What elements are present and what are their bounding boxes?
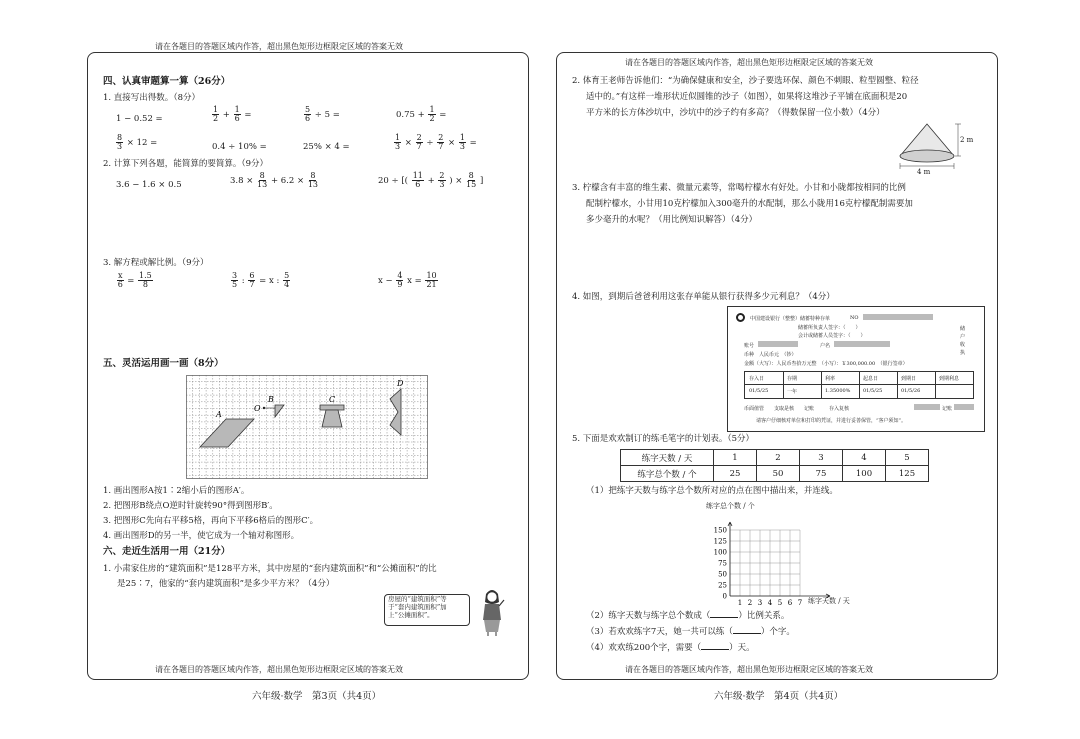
bank-logo-icon — [736, 313, 745, 322]
hint-line-3: 上“公摊面积”。 — [388, 610, 434, 619]
q1-expr-g: 25% × 4 = — [303, 142, 350, 152]
q2-expr-b: 3.8 × $\frac{8}{13}$ + 6.2 × $\frac{8}{13}$ — [230, 171, 318, 189]
x-tick-label: 4 — [767, 599, 773, 607]
section-5-title: 五、灵活运用画一画（8分） — [103, 358, 224, 369]
q3-title: 3. 解方程或解比例。（9分） — [103, 258, 209, 268]
p4-q2-line-1: 2. 体育王老师告诉他们：“为确保健康和安全，沙子要选环保、颜色不刺眼、粒型圆整、粒径 — [572, 76, 919, 86]
section-6-title: 六、走近生活用一用（21分） — [103, 546, 231, 557]
bank-foot-2: 请客户仔细核对单位和打印的凭证，并进行妥善保管，“客户须知”。 — [756, 418, 907, 424]
p4-q4: 4. 如图，到期后爸爸利用这张存单能从银行获得多少元利息？（4分） — [572, 292, 835, 302]
p4-q5-title: 5. 下面是欢欢制订的练毛笔字的计划表。（5分） — [572, 434, 754, 444]
y-tick-label: 0 — [722, 592, 727, 601]
bank-amount: 金额（大写）：人民币叁拾万元整 （小写）：￥300,000.00 （银行签章） — [744, 361, 908, 367]
q1-expr-b: $\frac{1}{2}$ + $\frac{1}{6}$ = — [213, 105, 252, 123]
x-tick-label: 5 — [777, 599, 783, 607]
page-4-footer: 六年级·数学 第4页（共4页） — [714, 691, 844, 702]
table-head-days: 练字天数 / 天 — [621, 450, 714, 466]
deposit-table — [744, 371, 974, 399]
cone-height-label: 2 m — [960, 136, 974, 144]
label-b: B — [268, 395, 274, 404]
bank-foot-1: 币面值管 支取是核 记账 存入复核 — [744, 406, 850, 412]
p4-q5-sub-4: （4）欢欢练200个字，需要（ ）天。 — [586, 643, 755, 653]
deposit-slip — [727, 306, 985, 432]
deposit-table-header: 利率 — [825, 376, 836, 382]
y-tick-label: 50 — [718, 570, 727, 579]
shape-d — [390, 389, 401, 435]
s6-q1-line-1: 1. 小肃家住房的“建筑面积”是128平方米，其中房屋的“套内建筑面积”和“公摊面积”的比 — [103, 564, 437, 574]
p4-q2-line-3: 平方米的长方体沙坑中，沙坑中的沙子约有多高？（得数保留一位小数）（4分） — [586, 108, 885, 118]
s5-item-4: 4. 画出图形D的另一半，使它成为一个轴对称图形。 — [103, 531, 300, 541]
deposit-table-cell: 一年 — [787, 389, 798, 395]
shape-a — [200, 419, 254, 447]
bank-side-note: 储户收执 — [960, 326, 966, 356]
hint-line-2: 于“套内建筑面积”加 — [388, 602, 447, 611]
x-tick-label: 6 — [787, 599, 793, 607]
p4-q2-line-2: 适中的。”有这样一堆形状近似圆锥的沙子（如图），如果将这堆沙子平铺在底面积是20 — [586, 92, 908, 102]
q2-expr-a: 3.6 − 1.6 × 0.5 — [116, 180, 182, 190]
bank-account: 账号 — [744, 343, 755, 349]
x-tick-label: 1 — [737, 599, 743, 607]
q1-title: 1. 直接写出得数。（8分） — [103, 93, 200, 103]
s5-item-2: 2. 把图形B绕点O逆时针旋转90°得到图形B′。 — [103, 501, 278, 511]
q2-title: 2. 计算下列各题，能简算的要简算。（9分） — [103, 159, 268, 169]
table-cell: 4 — [843, 450, 886, 466]
bank-agent-1: 储蓄所负责人签字：（ ） — [798, 325, 861, 331]
table-cell: 5 — [886, 450, 929, 466]
deposit-table-header: 存入日 — [749, 376, 765, 382]
s5-item-3: 3. 把图形C先向右平移5格，再向下平移6格后的图形C′。 — [103, 516, 319, 526]
y-tick-label: 125 — [713, 537, 727, 546]
chart-y-label: 练字总个数 / 个 — [706, 502, 755, 510]
table-cell: 1 — [714, 450, 757, 466]
q1-expr-d: 0.75 + $\frac{1}{2}$ = — [396, 105, 447, 123]
bank-currency: 币种 人民币元 （钞） — [744, 352, 797, 358]
deposit-table-header: 到期日 — [901, 376, 917, 382]
q1-expr-a: 1 − 0.52 = — [116, 114, 163, 124]
bank-name: 户名 — [820, 343, 831, 349]
table-cell: 100 — [843, 466, 886, 482]
y-tick-label: 75 — [718, 559, 727, 568]
label-o: O — [254, 404, 261, 413]
bank-foot-1b: 记账 — [942, 406, 953, 412]
blank-coordinate-grid — [700, 512, 870, 608]
y-tick-label: 150 — [713, 526, 727, 535]
label-d: D — [397, 379, 404, 388]
p4-q3-line-1: 3. 柠檬含有丰富的维生素、微量元素等，常喝柠檬水有好处。小甘和小陇都按相同的比例 — [572, 183, 906, 193]
table-cell: 75 — [800, 466, 843, 482]
hint-line-1: 房屋的“建筑面积”等 — [388, 595, 447, 603]
drawing-grid — [186, 375, 428, 479]
p4-q3-line-2: 配制柠檬水，小甘用10克柠檬加入300毫升的水配制，那么小陇用16克柠檬配制需要加 — [586, 199, 913, 209]
q3-expr-b: $\frac{3}{5}$ : $\frac{6}{7}$ = x : $\frac{5}{4}$ — [232, 271, 290, 289]
page-3-footer: 六年级·数学 第3页（共4页） — [252, 691, 382, 702]
p4-q5-sub-2: （2）练字天数与练字总个数成（ ）比例关系。 — [586, 611, 790, 621]
x-tick-label: 7 — [797, 599, 803, 607]
q3-expr-a: $\frac{x}{6}$ = $\frac{1.5}{8}$ — [117, 271, 152, 289]
q1-expr-e: $\frac{8}{3}$ × 12 = — [117, 133, 158, 151]
p4-q3-line-3: 多少毫升的水呢？（用比例知识解答）（4分） — [586, 215, 758, 225]
table-cell: 25 — [714, 466, 757, 482]
shape-c-top — [320, 405, 344, 410]
label-c: C — [329, 395, 336, 404]
q1-expr-h: $\frac{1}{3}$ × $\frac{2}{7}$ ÷ $\frac{2}{7}$ × $\frac{1}{3}$ = — [395, 133, 477, 151]
label-a: A — [216, 410, 222, 419]
deposit-table-header: 存期 — [787, 376, 798, 382]
bottom-notice-left: 请在各题目的答题区域内作答，超出黑色矩形边框限定区域的答案无效 — [155, 665, 403, 674]
section-4-title: 四、认真审题算一算（26分） — [103, 76, 231, 87]
s6-q1-line-2: 是25∶7，他家的“套内建筑面积”是多少平方米？（4分） — [117, 579, 335, 589]
deposit-table-cell: 01/5/25 — [749, 388, 769, 394]
chart-x-label: 练字天数 / 天 — [808, 597, 850, 605]
top-notice-right: 请在各题目的答题区域内作答，超出黑色矩形边框限定区域的答案无效 — [625, 58, 873, 67]
y-tick-label: 25 — [718, 581, 727, 590]
cone-diameter-label: 4 m — [917, 168, 931, 176]
table-cell: 3 — [800, 450, 843, 466]
sand-cone-figure — [892, 120, 982, 176]
shape-c-bottom — [322, 410, 342, 427]
top-notice-left: 请在各题目的答题区域内作答，超出黑色矩形边框限定区域的答案无效 — [155, 42, 403, 51]
practice-plan-table — [620, 449, 929, 482]
deposit-table-cell: 01/5/25 — [863, 388, 883, 394]
bottom-notice-right: 请在各题目的答题区域内作答，超出黑色矩形边框限定区域的答案无效 — [625, 665, 873, 674]
x-tick-label: 3 — [757, 599, 763, 607]
q1-expr-c: $\frac{5}{6}$ ÷ 5 = — [305, 105, 340, 123]
deposit-table-header: 起息日 — [863, 376, 879, 382]
bank-agent-2: 会计或储蓄人员签字：（ ） — [798, 333, 866, 339]
bank-no: NO — [850, 315, 859, 321]
deposit-table-cell: 1.35000% — [825, 388, 851, 394]
deposit-table-header: 到期利息 — [939, 376, 960, 382]
chart-axes — [728, 522, 830, 598]
q2-expr-c: 20 ÷ [( $\frac{11}{6}$ + $\frac{2}{3}$ ) × $\frac{8}{15}$ ] — [378, 171, 484, 189]
deposit-table-cell: 01/5/26 — [901, 388, 921, 394]
x-tick-label: 2 — [747, 599, 753, 607]
q1-expr-f: 0.4 ÷ 10% = — [212, 142, 267, 152]
table-cell: 125 — [886, 466, 929, 482]
table-cell: 2 — [757, 450, 800, 466]
p4-q5-sub-1: （1）把练字天数与练字总个数所对应的点在图中描出来，并连线。 — [586, 486, 838, 496]
y-tick-label: 100 — [713, 548, 727, 557]
q3-expr-c: x − $\frac{4}{9}$ x = $\frac{10}{21}$ — [378, 271, 437, 289]
table-cell: 50 — [757, 466, 800, 482]
table-head-count: 练字总个数 / 个 — [621, 466, 714, 482]
hint-bubble — [384, 594, 470, 626]
p4-q5-sub-3: （3）若欢欢练字7天，她一共可以练（ ）个字。 — [586, 627, 795, 637]
s5-item-1: 1. 画出图形A按1∶2缩小后的图形A′。 — [103, 486, 250, 496]
teacher-figure — [478, 586, 506, 638]
bank-title: 中国建设银行（整整）储蓄特种存单 — [750, 316, 831, 322]
